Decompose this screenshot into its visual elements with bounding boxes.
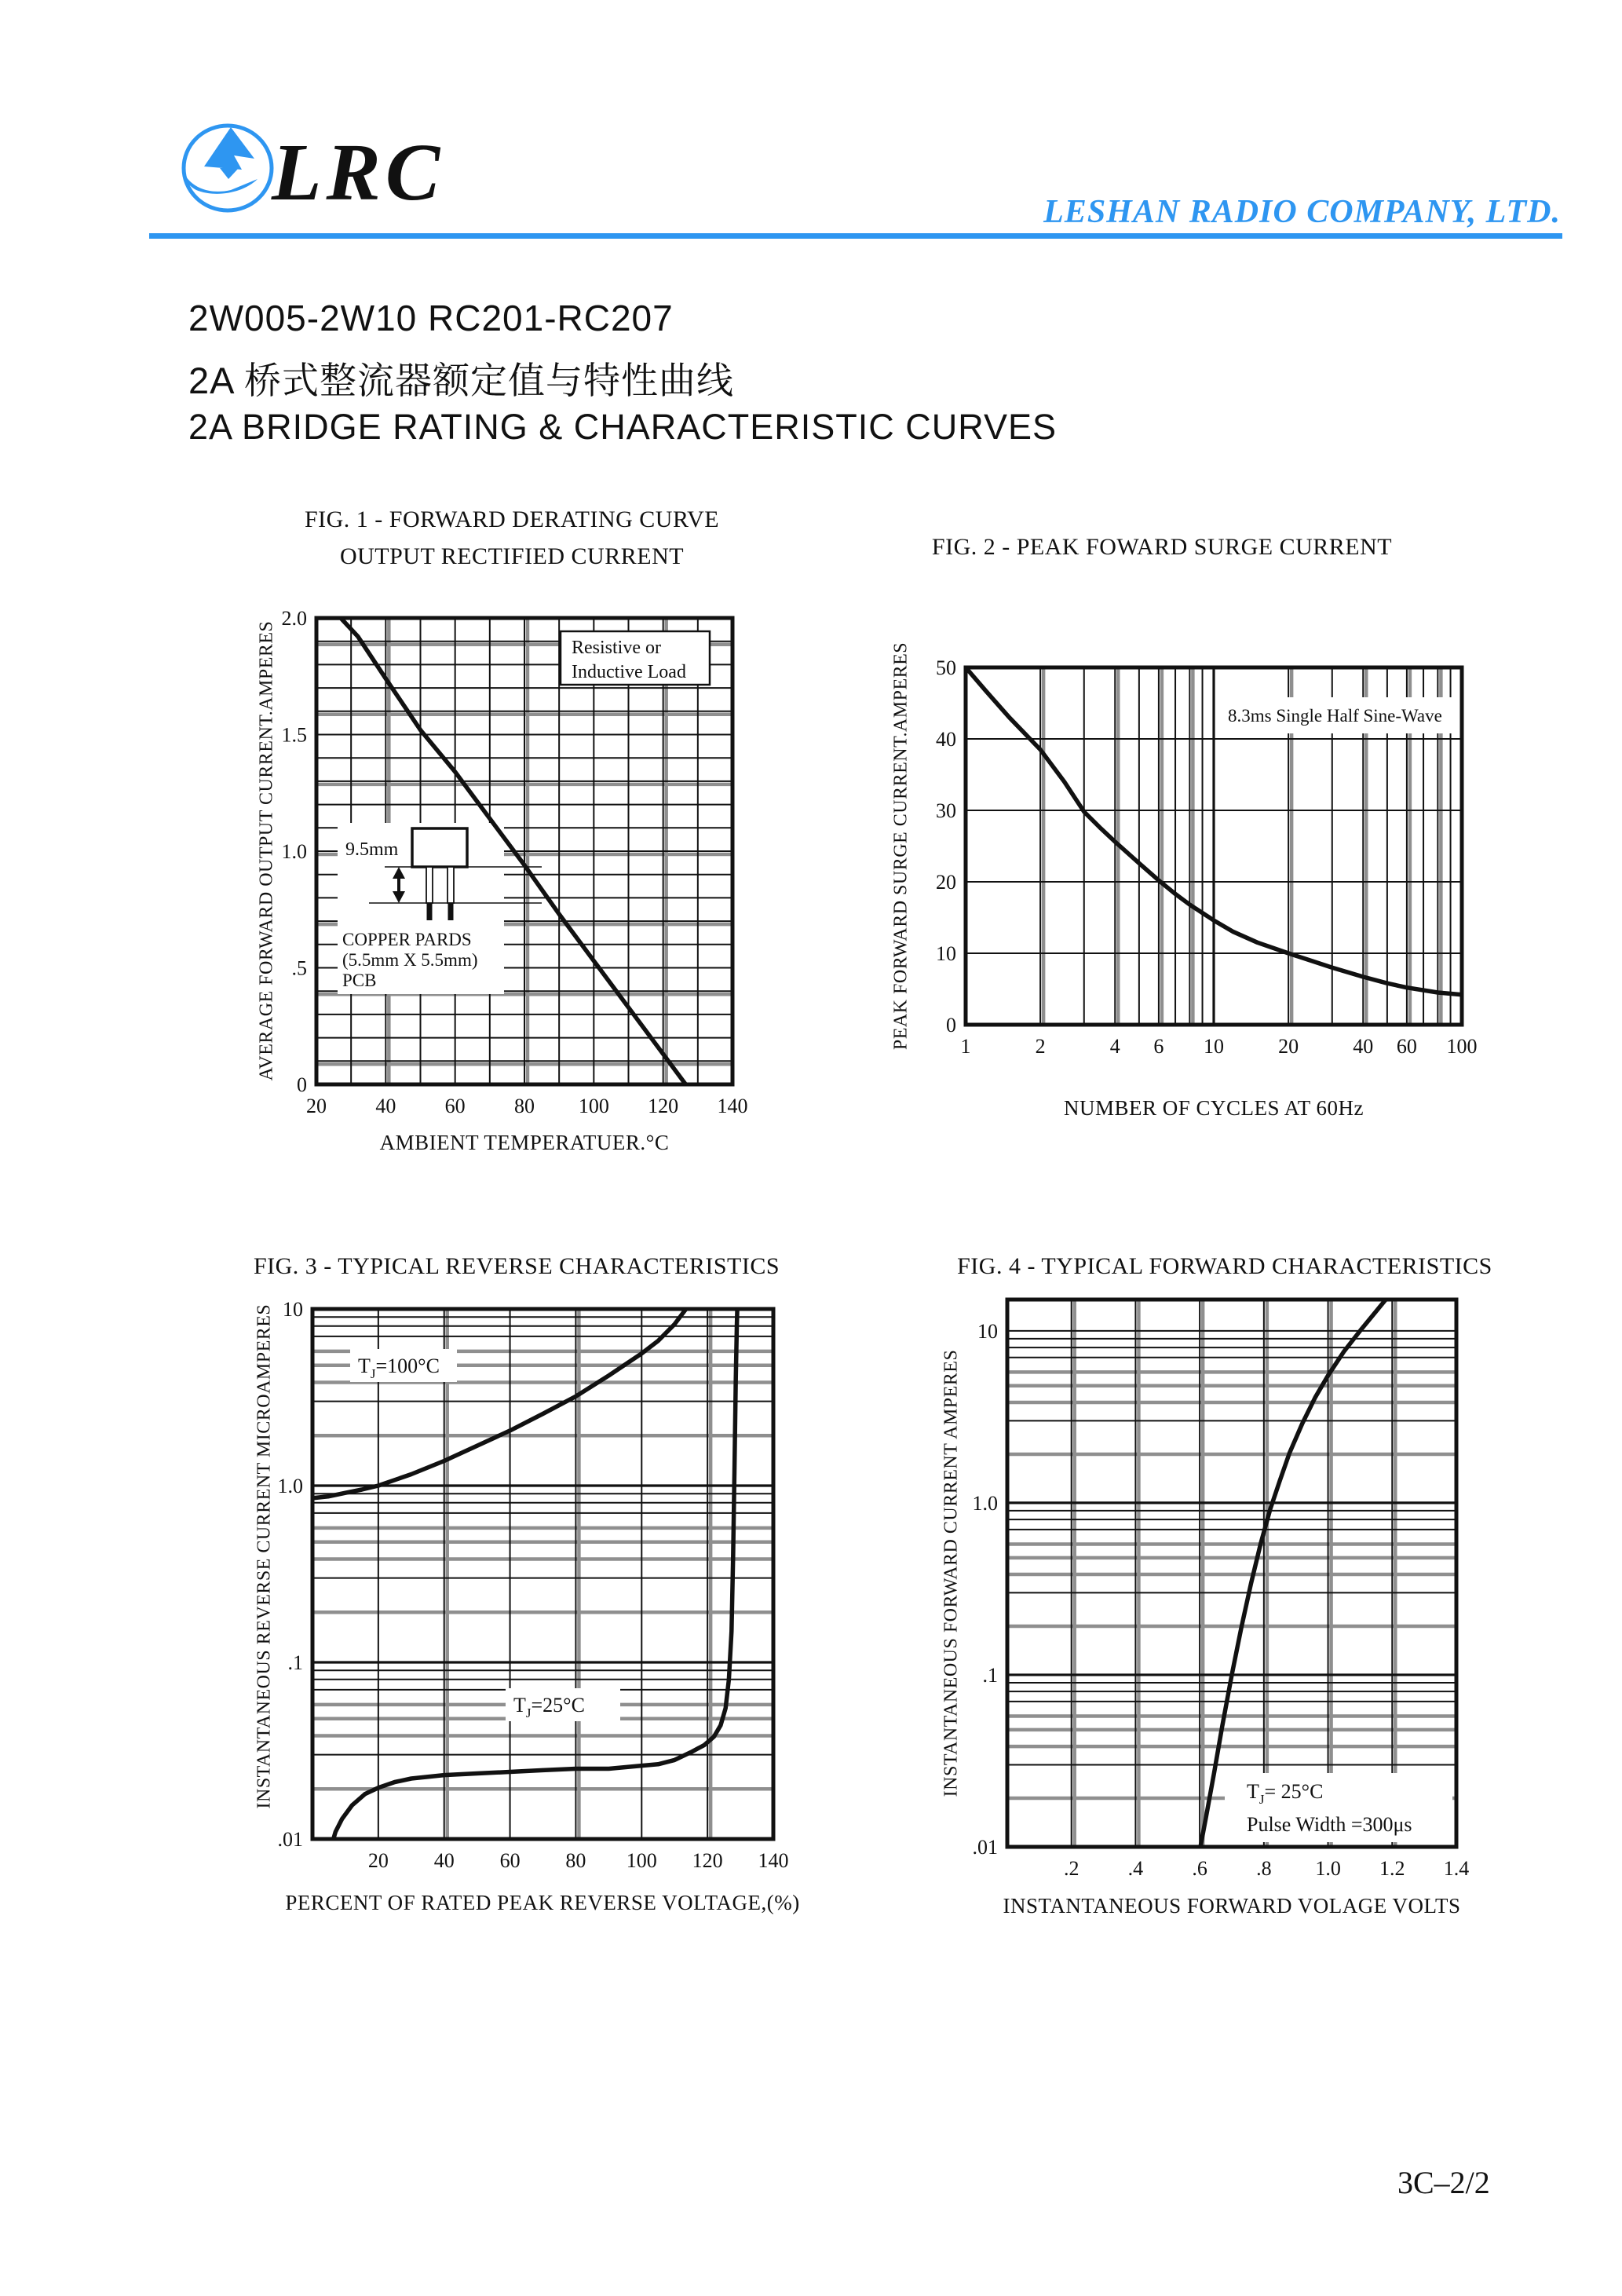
inset-caption-line: (5.5mm X 5.5mm): [342, 950, 478, 970]
fig3-x-axis-title: PERCENT OF RATED PEAK REVERSE VOLTAGE,(%): [285, 1891, 800, 1914]
fig2-x-axis-title: NUMBER OF CYCLES AT 60Hz: [1063, 1096, 1364, 1120]
fig4-x-axis-title: INSTANTANEOUS FORWARD VOLAGE VOLTS: [1003, 1894, 1461, 1918]
package-body-icon: [412, 828, 467, 867]
fig2-x-tick: 60: [1396, 1035, 1417, 1058]
inset-caption-line: PCB: [342, 971, 377, 990]
fig4-x-tick: .8: [1256, 1857, 1272, 1880]
fig1-y-tick: 0: [297, 1073, 307, 1096]
fig2-title: FIG. 2 - PEAK FOWARD SURGE CURRENT: [931, 534, 1393, 560]
inset-caption-line: COPPER PARDS: [342, 930, 472, 949]
fig1-y-tick: .5: [291, 956, 307, 980]
fig1-y-tick: 1.0: [281, 840, 307, 863]
fig3-series-tj-100c: [312, 1298, 694, 1498]
fig1-x-tick: 120: [648, 1095, 679, 1117]
fig1-y-tick: 1.5: [281, 723, 307, 747]
fig2-x-tick: 2: [1035, 1035, 1046, 1058]
svg-text:TJ=100°C: $T_J=100^\circ C$: [358, 1355, 440, 1381]
fig3-x-tick: 140: [758, 1849, 789, 1872]
fig2-annotation-0: [1218, 697, 1459, 733]
fig3-y-axis-title: INSTANTANEOUS REVERSE CURRENT MICROAMPERES: [254, 1303, 275, 1809]
fig2-y-tick: 0: [946, 1014, 956, 1036]
fig1-plot: [282, 607, 748, 1117]
fig3-y-tick: .1: [287, 1651, 303, 1674]
fig4-y-tick: .01: [972, 1836, 998, 1859]
fig3-x-tick: 80: [565, 1849, 586, 1872]
package-height-label: 9.5mm: [345, 839, 399, 860]
fig4-x-tick: 1.4: [1443, 1857, 1470, 1880]
fig2-x-tick: 10: [1204, 1035, 1224, 1058]
svg-text:8.3ms Single Half Sine-Wave: 8.3ms Single Half Sine-Wave: [1228, 706, 1442, 726]
fig2-x-tick: 1: [960, 1035, 971, 1058]
fig1-x-tick: 20: [306, 1095, 327, 1117]
fig4-x-tick: .6: [1192, 1857, 1207, 1880]
fig2-x-tick: 100: [1446, 1035, 1478, 1058]
fig2-x-tick: 20: [1278, 1035, 1299, 1058]
fig1-x-tick: 60: [444, 1095, 466, 1117]
fig2-y-tick: 40: [936, 728, 956, 751]
fig3-x-tick: 60: [499, 1849, 521, 1872]
fig4-plot: [973, 1300, 1470, 1880]
fig3-plot: [278, 1298, 789, 1872]
fig1-title-line1: FIG. 1 - FORWARD DERATING CURVE: [304, 506, 720, 532]
fig4-x-tick: 1.2: [1379, 1857, 1405, 1880]
fig4-y-tick: .1: [982, 1663, 998, 1687]
fig3-title: FIG. 3 - TYPICAL REVERSE CHARACTERISTICS: [253, 1253, 780, 1279]
fig1-x-tick: 100: [578, 1095, 609, 1117]
fig4-y-tick: 10: [977, 1319, 998, 1343]
fig1-x-tick: 140: [717, 1095, 748, 1117]
fig2-x-tick: 4: [1109, 1035, 1120, 1058]
fig4-y-axis-title: INSTANTANEOUS FORWARD CURRENT AMPERES: [941, 1349, 962, 1797]
english-title: 2A BRIDGE RATING & CHARACTERISTIC CURVES: [188, 407, 1058, 447]
chinese-title: 2A 桥式整流器额定值与特性曲线: [188, 360, 734, 401]
svg-text:Resistive or: Resistive or: [572, 638, 661, 658]
company-name: LESHAN RADIO COMPANY, LTD.: [1043, 194, 1561, 230]
fig3-x-tick: 40: [433, 1849, 455, 1872]
fig2-x-tick: 40: [1353, 1035, 1374, 1058]
fig1-x-tick: 40: [375, 1095, 396, 1117]
page-number: 3C–2/2: [1397, 2165, 1490, 2200]
fig3-plot-border: [312, 1309, 773, 1839]
fig3-x-tick: 20: [367, 1849, 389, 1872]
fig4-annotation-0: [1225, 1773, 1452, 1842]
logo-letters: LRC: [272, 127, 445, 218]
fig3-y-tick: .01: [277, 1828, 303, 1851]
fig3-x-tick: 100: [626, 1849, 657, 1872]
fig4-x-tick: .4: [1127, 1857, 1144, 1880]
fig3-annotation-0: [350, 1349, 457, 1382]
fig2-y-tick: 20: [936, 871, 956, 894]
fig3-annotation-1: [506, 1688, 620, 1721]
fig3-y-tick: 10: [283, 1298, 303, 1321]
fig2-y-tick: 10: [936, 942, 956, 965]
fig4-title: FIG. 4 - TYPICAL FORWARD CHARACTERISTICS: [957, 1253, 1492, 1279]
svg-text:Pulse Width =300μs: Pulse Width =300μs: [1247, 1813, 1412, 1836]
fig3-grid: [312, 1309, 773, 1839]
fig2-y-axis-title: PEAK FORWARD SURGE CURRENT.AMPERES: [890, 642, 911, 1051]
fig4-x-tick: 1.0: [1315, 1857, 1341, 1880]
fig2-y-tick: 30: [936, 799, 956, 822]
fig1-y-axis-title: AVERAGE FORWARD OUTPUT CURRENT.AMPERES: [256, 620, 277, 1081]
fig2-y-tick: 50: [936, 656, 956, 679]
fig3-y-tick: 1.0: [277, 1475, 303, 1497]
svg-text:TJ= 25°C: $T_J= 25^\circ C$: [1247, 1780, 1324, 1807]
fig2-plot: [936, 656, 1478, 1058]
fig4-grid: [1007, 1300, 1456, 1847]
fig3-x-tick: 120: [692, 1849, 723, 1872]
fig2-x-tick: 6: [1153, 1035, 1164, 1058]
fig1-x-axis-title: AMBIENT TEMPERATUER.°C: [379, 1131, 670, 1154]
fig1-y-tick: 2.0: [281, 607, 307, 630]
svg-text:TJ=25°C: $T_J=25^\circ C$: [513, 1694, 585, 1720]
part-number-title: 2W005-2W10 RC201-RC207: [188, 298, 674, 338]
fig1-annotation-0: [561, 631, 710, 685]
fig4-x-tick: .2: [1063, 1857, 1080, 1880]
fig1-title-line2: OUTPUT RECTIFIED CURRENT: [339, 543, 685, 569]
fig4-y-tick: 1.0: [972, 1491, 998, 1515]
fig1-x-tick: 80: [514, 1095, 535, 1117]
svg-text:Inductive Load: Inductive Load: [572, 662, 686, 682]
